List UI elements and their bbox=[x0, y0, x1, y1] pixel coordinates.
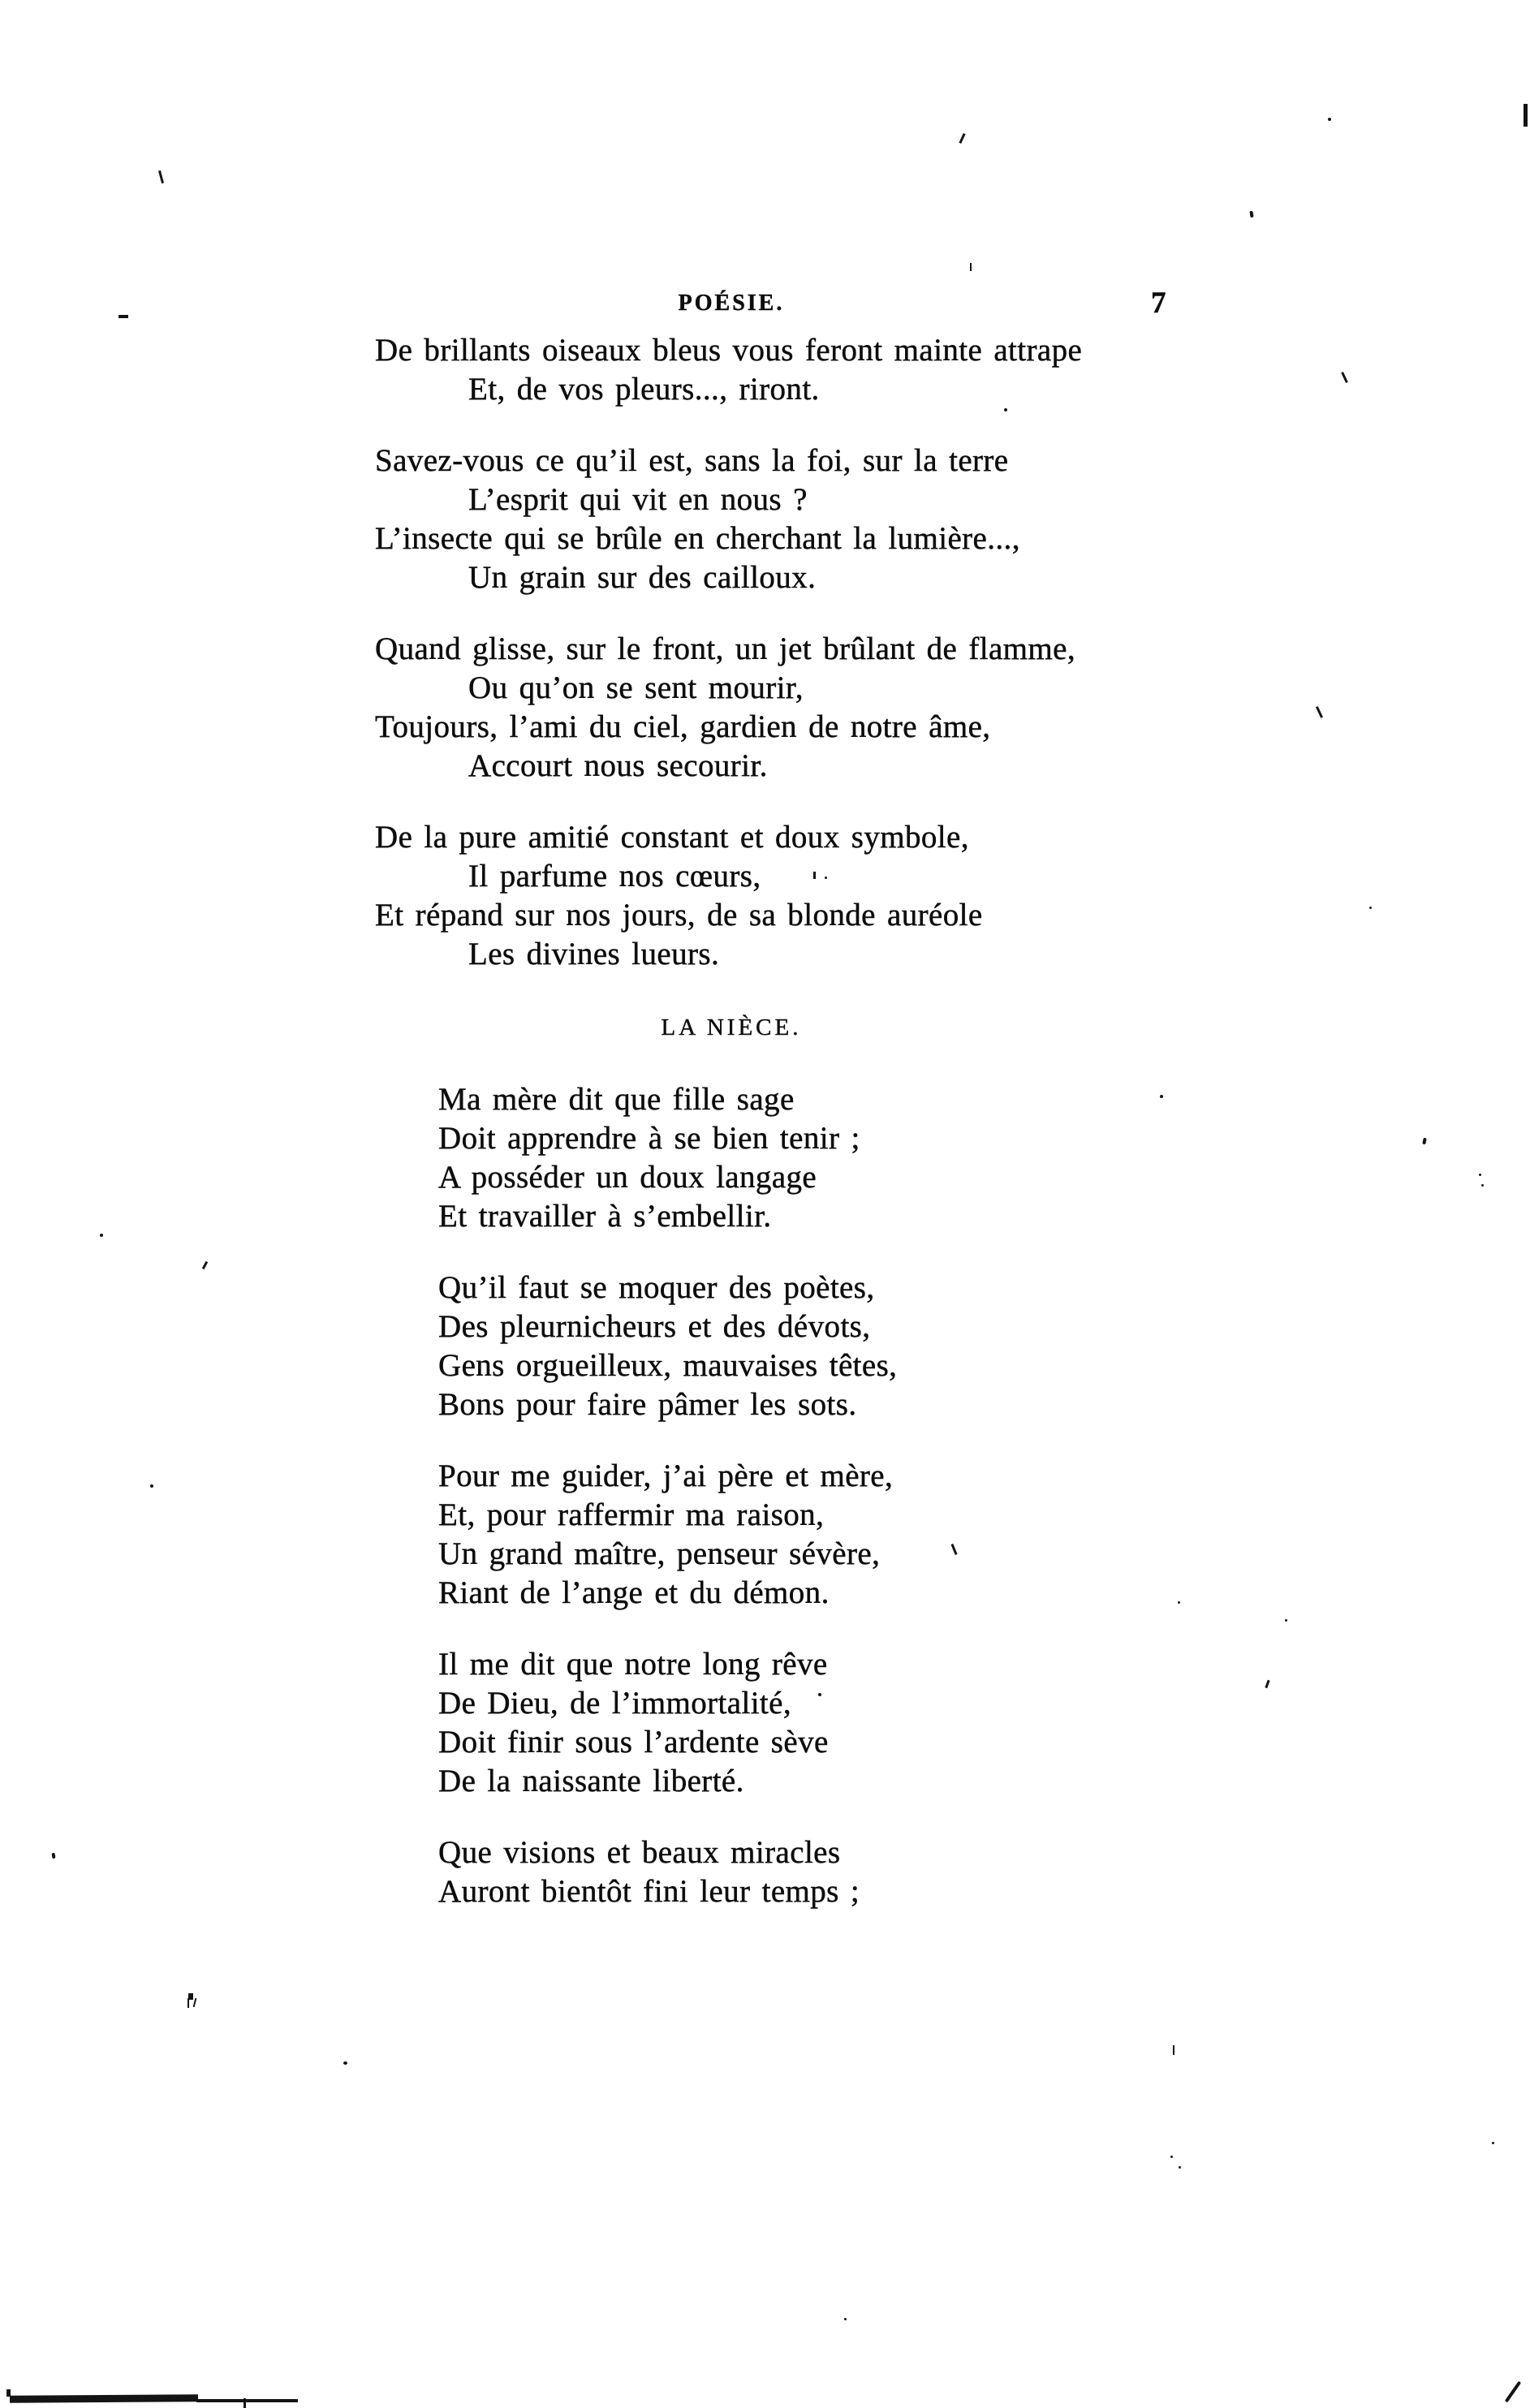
scan-artifact-bar bbox=[196, 2399, 298, 2402]
ink-speck bbox=[844, 2318, 847, 2320]
scan-artifact-bar bbox=[10, 2394, 198, 2403]
verse-line: De Dieu, de l’immortalité, bbox=[438, 1686, 792, 1721]
verse-line: Et travailler à s’embellir. bbox=[438, 1199, 772, 1234]
ink-speck bbox=[950, 1544, 957, 1555]
verse-line: Un grain sur des cailloux. bbox=[468, 560, 817, 595]
stanza bbox=[438, 1645, 897, 1801]
ink-speck bbox=[1481, 1184, 1484, 1187]
ink-speck bbox=[1265, 1680, 1269, 1688]
ink-speck bbox=[1316, 706, 1323, 718]
ink-speck bbox=[1173, 2045, 1174, 2055]
verse-line: Ma mère dit que fille sage bbox=[438, 1082, 795, 1117]
verse-line: Doit apprendre à se bien tenir ; bbox=[438, 1121, 860, 1156]
poem-la-niece bbox=[438, 1080, 897, 1944]
verse-line: Ou qu’on se sent mourir, bbox=[468, 670, 804, 705]
stanza bbox=[438, 1080, 897, 1236]
ink-speck bbox=[1369, 907, 1372, 909]
ink-speck bbox=[1179, 2166, 1181, 2169]
page-number: 7 bbox=[1151, 286, 1166, 320]
ink-speck bbox=[825, 877, 827, 879]
ink-speck bbox=[1285, 1619, 1287, 1622]
ink-speck bbox=[202, 1261, 208, 1269]
stanza bbox=[375, 331, 1082, 409]
stanza bbox=[375, 442, 1082, 597]
verse-line: Pour me guider, j’ai père et mère, bbox=[438, 1458, 894, 1493]
running-head: POÉSIE. bbox=[678, 291, 785, 316]
ink-speck bbox=[343, 2061, 347, 2065]
stanza bbox=[375, 818, 1082, 974]
ink-speck bbox=[813, 872, 816, 879]
ink-speck bbox=[1249, 211, 1253, 218]
verse-line: Les divines lueurs. bbox=[468, 937, 720, 971]
verse-line: Riant de l’ange et du démon. bbox=[438, 1575, 830, 1610]
ink-speck bbox=[1492, 2142, 1494, 2144]
stanza bbox=[438, 1457, 897, 1613]
verse-line: Savez-vous ce qu’il est, sans la foi, sur la terre bbox=[375, 443, 1009, 478]
ink-speck bbox=[119, 315, 128, 318]
stanza bbox=[438, 1833, 897, 1911]
verse-line: Et, pour raffermir ma raison, bbox=[438, 1497, 825, 1532]
verse-line: Bons pour faire pâmer les sots. bbox=[438, 1387, 857, 1422]
verse-line: L’insecte qui se brûle en cherchant la lumière..., bbox=[375, 521, 1020, 556]
verse-line: L’esprit qui vit en nous ? bbox=[468, 482, 808, 517]
verse-line: Quand glisse, sur le front, un jet brûlant de flamme, bbox=[375, 631, 1076, 666]
verse-line: Doit finir sous l’ardente sève bbox=[438, 1725, 829, 1760]
ink-speck bbox=[187, 1998, 189, 2008]
scan-artifact-bar bbox=[244, 2398, 246, 2408]
verse-line: Un grand maître, penseur sévère, bbox=[438, 1536, 881, 1571]
ink-speck bbox=[193, 1998, 197, 2007]
verse-line: A posséder un doux langage bbox=[438, 1160, 817, 1195]
verse-line: Et, de vos pleurs..., riront. bbox=[468, 372, 820, 407]
ink-speck bbox=[158, 170, 164, 183]
stanza bbox=[438, 1269, 897, 1424]
verse-line: Accourt nous secourir. bbox=[468, 748, 768, 783]
ink-speck bbox=[1422, 1138, 1427, 1145]
verse-line: Il me dit que notre long rêve bbox=[438, 1647, 828, 1682]
verse-line: Que visions et beaux miracles bbox=[438, 1835, 841, 1870]
verse-line: Des pleurnicheurs et des dévots, bbox=[438, 1309, 871, 1344]
poem-title: LA NIÈCE. bbox=[661, 1014, 802, 1040]
scan-artifact-slash bbox=[1505, 2381, 1521, 2403]
verse-line: Toujours, l’ami du ciel, gardien de notre âme, bbox=[375, 709, 991, 744]
poem-continuation bbox=[375, 331, 1082, 1006]
ink-speck bbox=[970, 263, 972, 271]
verse-line: Auront bientôt fini leur temps ; bbox=[438, 1874, 860, 1909]
verse-line: De brillants oiseaux bleus vous feront mainte attrape bbox=[375, 333, 1083, 368]
ink-speck bbox=[1479, 1174, 1481, 1176]
ink-speck bbox=[1170, 2156, 1173, 2158]
ink-speck bbox=[52, 1853, 56, 1859]
ink-speck bbox=[1328, 118, 1331, 121]
ink-speck bbox=[1160, 1095, 1163, 1098]
ink-speck bbox=[100, 1234, 103, 1237]
stanza bbox=[375, 630, 1082, 786]
verse-line: Gens orgueilleux, mauvaises têtes, bbox=[438, 1348, 898, 1383]
verse-line: Qu’il faut se moquer des poètes, bbox=[438, 1270, 875, 1305]
ink-speck bbox=[1178, 1601, 1180, 1604]
ink-speck bbox=[150, 1484, 153, 1488]
ink-speck bbox=[1341, 372, 1348, 383]
verse-line: Il parfume nos cœurs, bbox=[468, 859, 761, 894]
verse-line: Et répand sur nos jours, de sa blonde auréole bbox=[375, 898, 983, 933]
ink-speck bbox=[1524, 104, 1528, 127]
verse-line: De la naissante liberté. bbox=[438, 1764, 744, 1798]
ink-speck bbox=[818, 1693, 821, 1696]
ink-speck bbox=[1004, 408, 1007, 411]
ink-speck bbox=[959, 133, 965, 144]
verse-line: De la pure amitié constant et doux symbole, bbox=[375, 820, 969, 855]
